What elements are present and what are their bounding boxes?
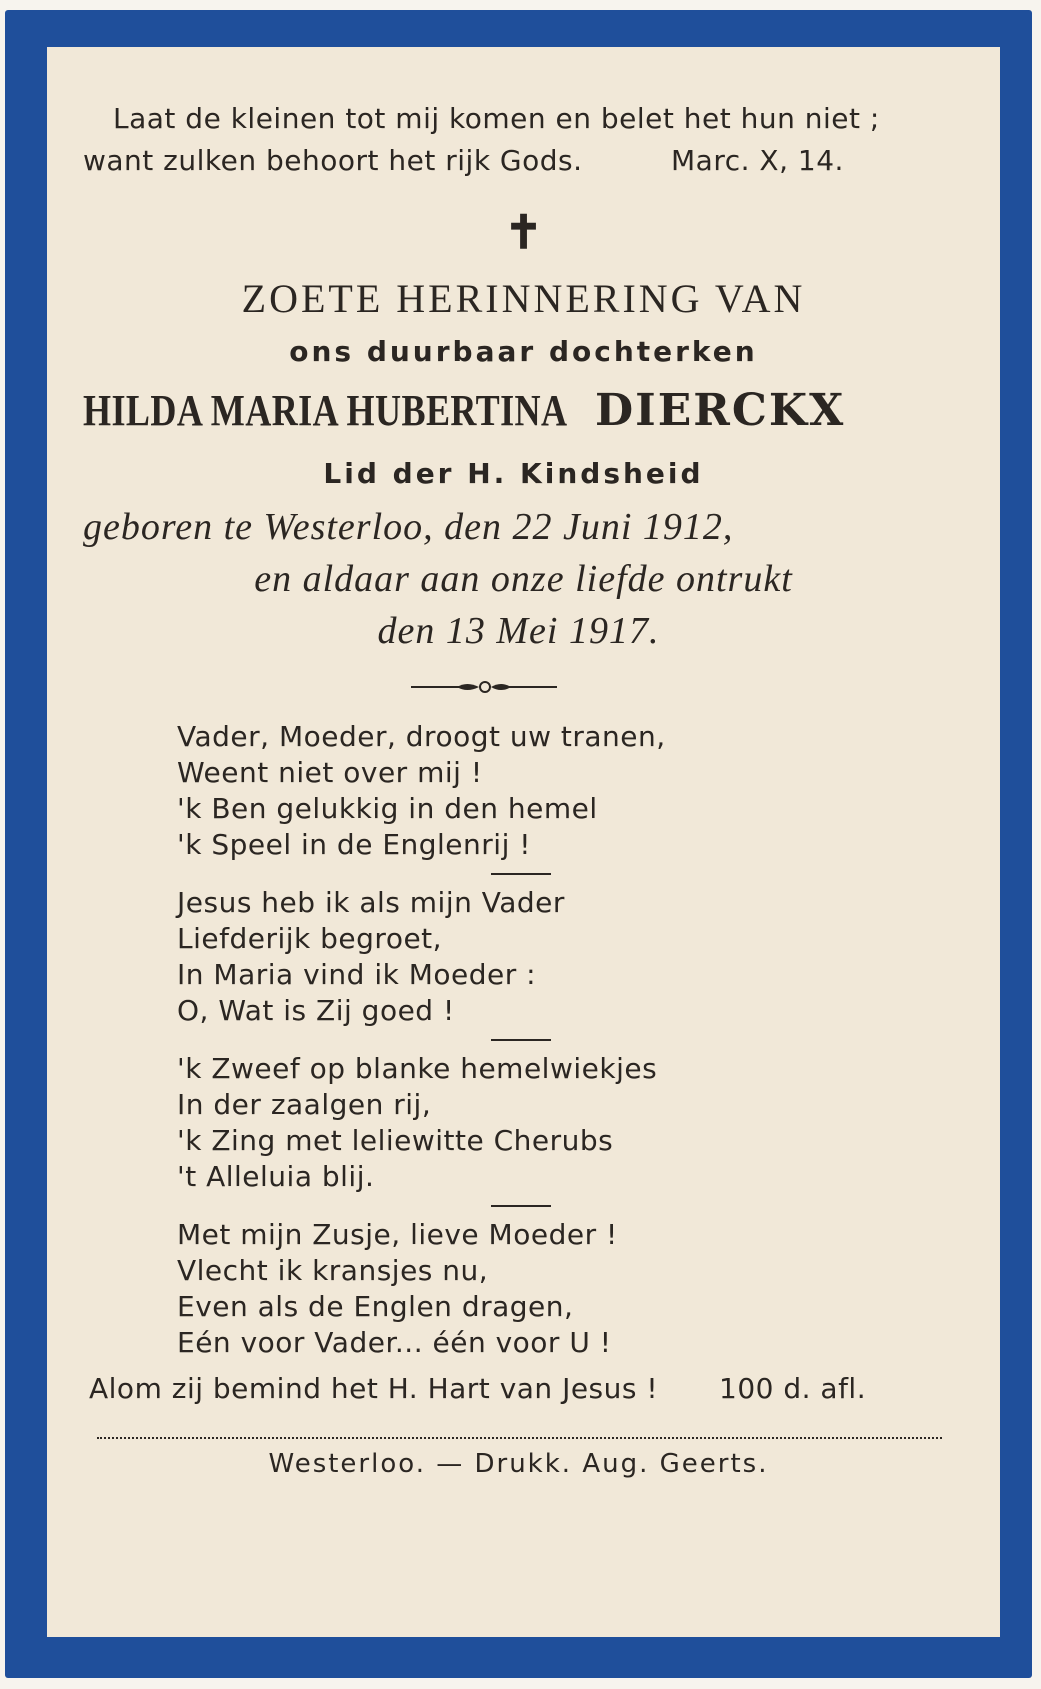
ornament-divider [409, 677, 559, 697]
poem-stanza-4 [177, 1217, 618, 1361]
indulgence-prayer: Alom zij bemind het H. Hart van Jesus ! [89, 1372, 659, 1405]
poem-stanza-2 [177, 885, 565, 1029]
subheading: ons duurbaar dochterken [289, 335, 758, 368]
poem-line: In der zaalgen rij, [177, 1088, 432, 1121]
dotted-rule [97, 1437, 942, 1439]
epigraph-reference: Marc. X, 14. [671, 144, 844, 177]
poem-line: Weent niet over mij ! [177, 756, 483, 789]
poem-stanza-3 [177, 1051, 657, 1195]
poem-line: 'k Speel in de Englenrij ! [177, 828, 531, 861]
stanza-divider [491, 873, 551, 875]
stanza-divider [491, 1039, 551, 1041]
memorial-card-border [5, 10, 1032, 1678]
death-line: en aldaar aan onze liefde ontrukt [254, 558, 793, 600]
family-name: DIERCKX [595, 385, 846, 436]
poem-stanza-1 [177, 719, 666, 863]
poem-line: 't Alleluia blij. [177, 1160, 375, 1193]
poem-line: Jesus heb ik als mijn Vader [177, 886, 565, 919]
family-name-wrapper [595, 385, 845, 436]
poem-line: Met mijn Zusje, lieve Moeder ! [177, 1218, 618, 1251]
poem-line: Vlecht ik kransjes nu, [177, 1254, 489, 1287]
given-names: HILDA MARIA HUBERTINA [83, 386, 568, 435]
poem-line: 'k Zing met leliewitte Cherubs [177, 1124, 614, 1157]
poem-line: O, Wat is Zij goed ! [177, 994, 455, 1027]
epigraph-line-1: Laat de kleinen tot mij komen en belet het hun niet ; [113, 102, 880, 135]
birth-line: geboren te Westerloo, den 22 Juni 1912, [83, 506, 734, 548]
memorial-card [47, 47, 1000, 1637]
indulgence-days: 100 d. afl. [719, 1372, 867, 1405]
poem-line: Liefderijk begroet, [177, 922, 443, 955]
printer-imprint: Westerloo. — Drukk. Aug. Geerts. [268, 1449, 769, 1479]
epigraph-line-2: want zulken behoort het rijk Gods. [83, 144, 583, 177]
heading: ZOETE HERINNERING VAN [241, 276, 806, 321]
poem-line: 'k Zweef op blanke hemelwiekjes [177, 1052, 658, 1085]
death-date: den 13 Mei 1917. [377, 610, 660, 652]
poem-line: Vader, Moeder, droogt uw tranen, [177, 720, 666, 753]
poem-line: 'k Ben gelukkig in den hemel [177, 792, 598, 825]
membership: Lid der H. Kindsheid [323, 457, 704, 490]
poem-line: Eén voor Vader... één voor U ! [177, 1326, 612, 1359]
cross-icon: ✝ [504, 205, 543, 259]
stanza-divider [491, 1205, 551, 1207]
poem-line: Even als de Englen dragen, [177, 1290, 574, 1323]
deceased-name [83, 385, 674, 436]
poem-line: In Maria vind ik Moeder : [177, 958, 537, 991]
